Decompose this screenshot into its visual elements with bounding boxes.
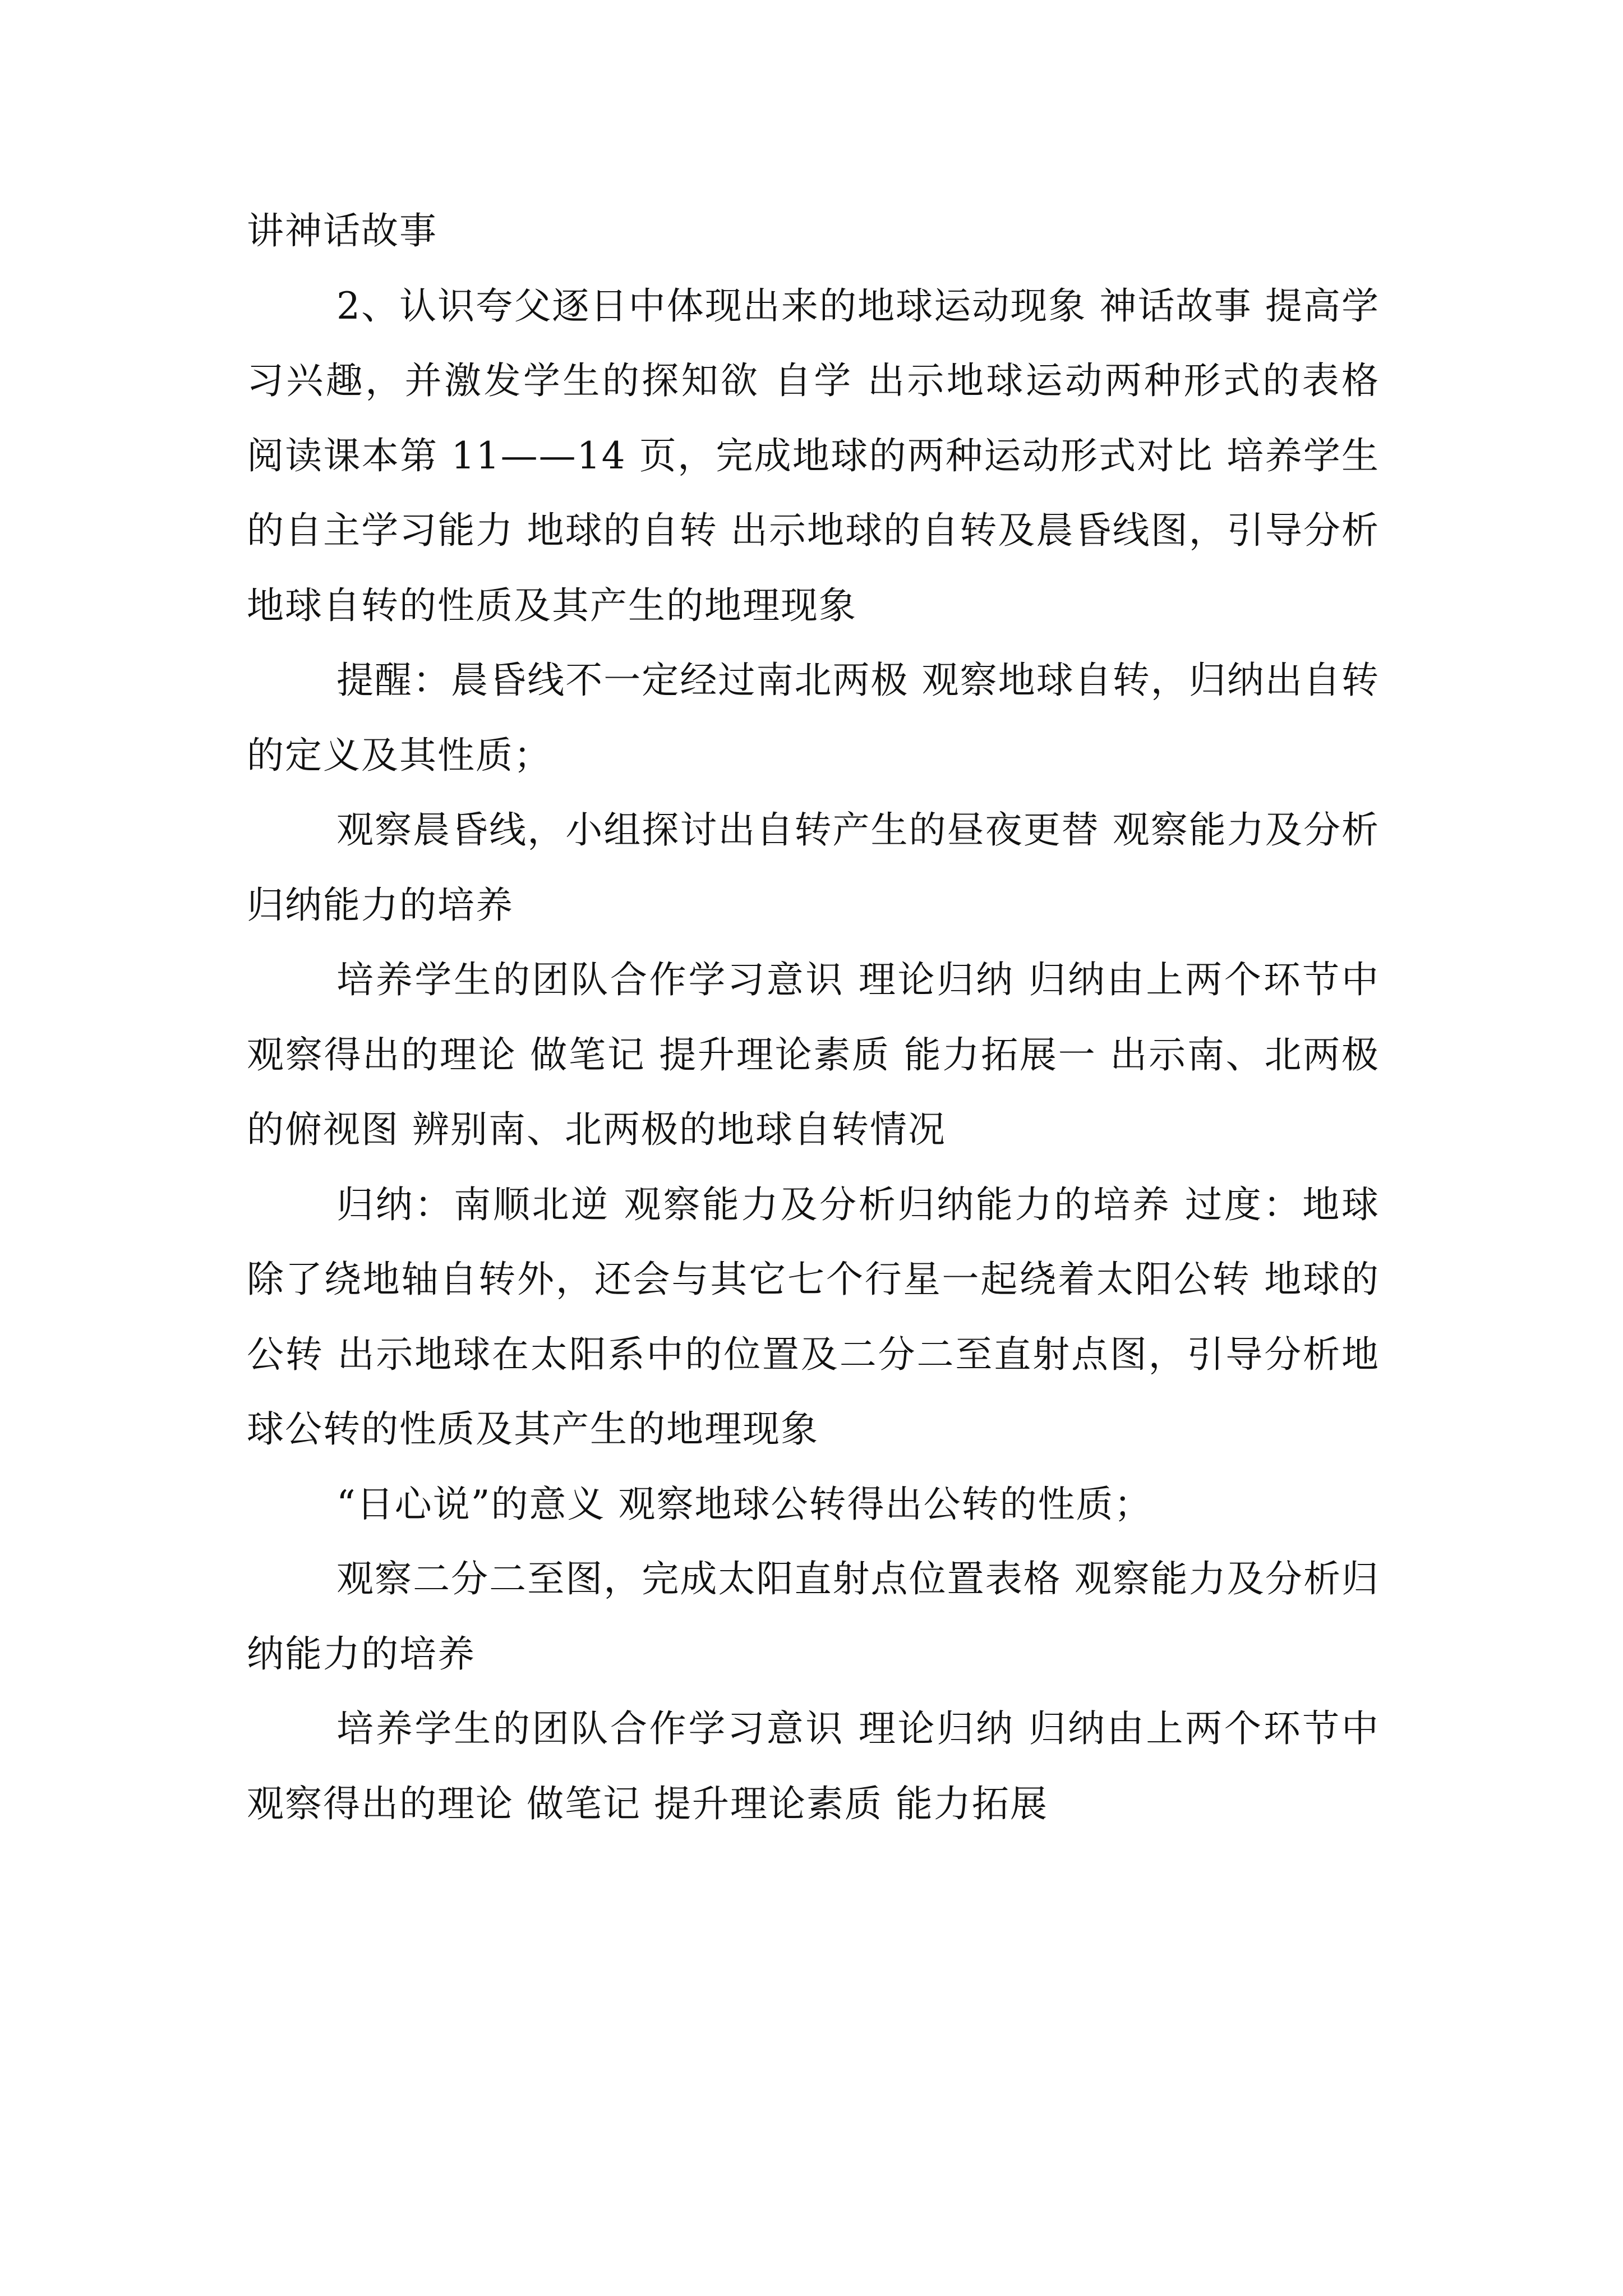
document-body xyxy=(247,194,1380,1841)
paragraph-2: 2、认识夸父逐日中体现出来的地球运动现象 神话故事 提高学习兴趣，并激发学生的探知欲 自学 出示地球运动两种形式的表格 阅读课本第 11——14 页，完成地球的两种运动形式对比 培养学生的自主学习能力 地球的自转 出示地球的自转及晨昏线图，引导分析地球自转的性质及其产生的地理现象 xyxy=(247,284,1380,627)
paragraph-4: 观察晨昏线，小组探讨出自转产生的昼夜更替 观察能力及分析归纳能力的培养 xyxy=(247,808,1380,927)
paragraph-7: “日心说”的意义 观察地球公转得出公转的性质； xyxy=(336,1482,1152,1526)
paragraph-1: 讲神话故事 xyxy=(247,209,437,252)
paragraph-8: 观察二分二至图，完成太阳直射点位置表格 观察能力及分析归纳能力的培养 xyxy=(247,1557,1380,1676)
paragraph-6: 归纳：南顺北逆 观察能力及分析归纳能力的培养 过度：地球除了绕地轴自转外，还会与其它七个行星一起绕着太阳公转 地球的公转 出示地球在太阳系中的位置及二分二至直射点图，引导分析地球公转的性质及其产生的地理现象 xyxy=(247,1182,1380,1451)
paragraph-5: 培养学生的团队合作学习意识 理论归纳 归纳由上两个环节中观察得出的理论 做笔记 提升理论素质 能力拓展一 出示南、北两极的俯视图 辨别南、北两极的地球自转情况 xyxy=(247,958,1380,1151)
paragraph-3: 提醒：晨昏线不一定经过南北两极 观察地球自转，归纳出自转的定义及其性质； xyxy=(247,659,1380,777)
paragraph-9: 培养学生的团队合作学习意识 理论归纳 归纳由上两个环节中观察得出的理论 做笔记 提升理论素质 能力拓展 xyxy=(247,1707,1380,1825)
